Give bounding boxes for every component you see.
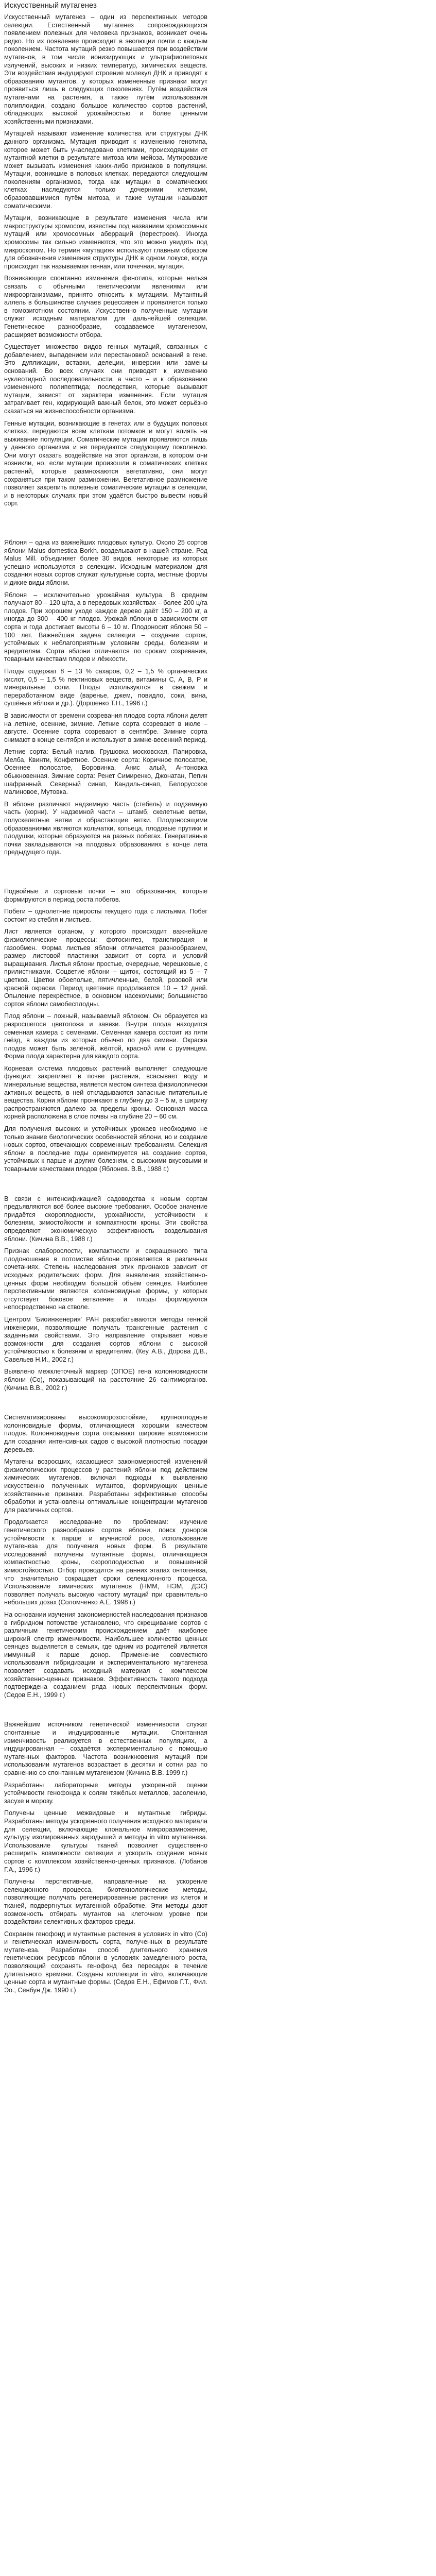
paragraph: В связи с интенсификацией садоводства к новым сортам предъявляются всё более высокие требования. Особое значение придаётся скороплодности, урожайности, устойчивости к болезням, зимостойкости и компактности кроны. Эти свойства определяют экономическую эффективность возделывания яблони. (Кичина В.В., 1988 г.) bbox=[4, 1195, 207, 1243]
paragraph: Сохранен генофонд и мутантные растения в условиях in vitro (Co) и генетическая изменчивость сорта, полученных в результате мутагенеза. Разработан способ длительного хранения генетических ресурсов яблони в условиях замедленного роста, позволяющий сохранять генофонд без пересадок в течение длительного времени. Созданы коллекции in vitro, включающие ценные сорта и мутантные формы. (Седов Е.Н., Ефимов Г.Т., Фил. Эо., Сенбун Дж. 1990 г.) bbox=[4, 1930, 207, 1994]
paragraph: Мутации, возникающие в результате изменения числа или макроструктуры хромосом, известны под названием хромосомных мутаций или хромосомных аберраций (перестроек). Иногда хромосомы так сильно изменяются, что это можно увидеть под микроскопом. Но термин «мутация» используют главным образом для обозначения изменения структуры ДНК в одном локусе, когда происходит так называемая генная, или точечная, мутация. bbox=[4, 214, 207, 270]
paragraph: Разработаны лабораторные методы ускоренной оценки устойчивости генофонда к солям тяжёлых металлов, засолению, засухе и морозу. bbox=[4, 1781, 207, 1805]
paragraph: Для получения высоких и устойчивых урожаев необходимо не только знание биологических особенностей яблони, но и создание новых сортов, отвечающих современным требованиям. Селекция яблони в последние годы ориентируется на создание сортов, устойчивых к парше и другим болезням, с высокими вкусовыми и товарными качествами плодов (Яблонев. В.В., 1988 г.) bbox=[4, 1125, 207, 1173]
paragraph: Плод яблони – ложный, называемый яблоком. Он образуется из разросшегося цветоложа и завязи. Внутри плода находится семенная камера с семенами. Семенная камера состоит из пяти гнёзд, в каждом из которых обычно по два семени. Окраска плодов может быть зелёной, жёлтой, красной или с румянцем. Форма плода характерна для каждого сорта. bbox=[4, 1012, 207, 1060]
paragraph: Важнейшим источником генетической изменчивости служат спонтанные и индуцированные мутации. Спонтанная изменчивость реализуется в естественных популяциях, а индуцированная – создаётся экспериментально с помощью мутагенных факторов. Частота возникновения мутаций при использовании мутагенов возрастает в десятки и сотни раз по сравнению со спонтанным мутагенезом (Кичина В.В. 1999 г.) bbox=[4, 1721, 207, 1776]
paragraph: Мутагены возросших, касающиеся закономерностей изменений физиологических процессов у растений яблони под действием химических мутагенов, включая подходы к выявлению искусственно полученных мутантов, формирующих ценные хозяйственные признаки. Разработаны эффективные способы обработки и установлены оптимальные концентрации мутагенов для различных сортов. bbox=[4, 1458, 207, 1514]
paragraph: Лист является органом, у которого происходит важнейшие физиологические процессы: фотосинтез, транспирация и газообмен. Форма листьев яблони отличается разнообразием, размер листовой пластинки зависит от сорта и условий выращивания. Листья яблони простые, очередные, черешковые, с прилистниками. Соцветие яблони – щиток, состоящий из 5 – 7 цветков. Цветки обоеполые, пятичленные, белой, розовой или красной окраски. Период цветения продолжается 10 – 12 дней. Опыление перекрёстное, в основном насекомыми; большинство сортов яблони самобесплодны. bbox=[4, 928, 207, 1008]
paragraph: Мутацией называют изменение количества или структуры ДНК данного организма. Мутация приводит к изменению генотипа, которое может быть унаследовано клетками, происходящими от мутантной клетки в результате митоза или мейоза. Мутирование может вызывать изменения каких-либо признаков в популяции. Мутации, возникшие в половых клетках, передаются следующим поколениям организмов, тогда как мутации в соматических клетках наследуются только дочерними клетками, образовавшимися путём митоза, и такие мутации называют соматическими. bbox=[4, 130, 207, 210]
paragraph: Яблоня – одна из важнейших плодовых культур. Около 25 сортов яблони Malus domestica Borkh. возделывают в нашей стране. Род Malus Mill. объединяет более 30 видов, некоторые из которых успешно используются в селекции. Исходным материалом для создания новых сортов служат культурные сорта, местные формы и дикие виды яблони. bbox=[4, 539, 207, 586]
text-section bbox=[4, 1414, 207, 1699]
paragraph: В яблоне различают надземную часть (стебель) и подземную часть (корни). У надземной части – штамб, скелетные ветви, полускелетные ветви и обрастающие ветки. Плодоносящими образованиями являются кольчатки, копьеца, плодовые прутики и плодушки, которые образуются на разных побегах. Генеративные почки закладываются на плодовых образованиях в конце лета предыдущего года. bbox=[4, 800, 207, 856]
section-spacer bbox=[4, 514, 432, 539]
section-spacer bbox=[4, 1180, 432, 1195]
text-section bbox=[4, 539, 207, 857]
paragraph: Плоды содержат 8 – 13 % сахаров, 0,2 – 1,5 % органических кислот, 0,5 – 1,5 % пектиновых веществ, витамины C, A, B, P и минеральные соли. Плоды используются в свежем и переработанном виде (варенье, джем, повидло, соки, вина, сушёные яблоки и др.). (Доршенко Т.Н., 1996 г.) bbox=[4, 667, 207, 707]
text-section bbox=[4, 1721, 207, 1994]
paragraph: Искусственный мутагенез – один из перспективных методов селекции. Естественный мутагенез сопровождающихся появлением полезных для человека признаков, возникает очень редко. Но их появление происходит в эволюции почти с каждым поколением. Частота мутаций резко повышается при воздействии мутагенов, в том числе ионизирующих и ультрафиолетовых излучений, высоких и низких температур, химических веществ. Эти воздействия индуцируют строение молекул ДНК и приводят к образованию мутантов, у которых измененные признаки могут проявиться лишь в следующих поколениях. Путём воздействия мутагенами на растения, а также путём использования полиплоидии, создано большое количество сортов растений, обладающих высокой урожайностью и более ценными хозяйственными признаками. bbox=[4, 13, 207, 125]
paragraph: Побеги – однолетние приросты текущего года с листьями. Побег состоит из стебля и листьев. bbox=[4, 908, 207, 923]
paragraph: В зависимости от времени созревания плодов сорта яблони делят на летние, осенние, зимние. Летние сорта созревают в июле – августе. Осенние сорта созревают в сентябре. Зимние сорта снимают в конце сентября и используют в зимне-весенний период. bbox=[4, 711, 207, 743]
paragraph: Яблоня – исключительно урожайная культура. В среднем получают 80 – 120 ц/га, а в передовых хозяйствах – более 200 ц/га плодов. При хорошем уходе каждое дерево даёт 150 – 200 кг, а иногда до 300 – 400 кг плодов. Урожай яблони в зависимости от сорта и года достигает высоты 6 – 10 м. Плодоносит яблоня 50 – 100 лет. Важнейшая задача селекции – создание сортов, устойчивых к неблагоприятным условиям среды, болезням и вредителям. Сорта яблони отличаются по срокам созревания, товарным качествам плодов и лёжкости. bbox=[4, 591, 207, 663]
paragraph: Возникающие спонтанно изменения фенотипа, которые нельзя связать с обычными генетическими явлениями или микроорганизмами, принято относить к мутациям. Мутантный аллель в большинстве случаев рецессивен и проявляется только в гомозиготном состоянии. Искусственно полученные мутации служат исходным материалом для дальнейшей селекции. Генетическое разнообразие, создаваемое мутагенезом, расширяет возможности отбора. bbox=[4, 275, 207, 338]
page-title: Искусственный мутагенез bbox=[4, 1, 97, 10]
section-spacer bbox=[4, 863, 432, 888]
text-section bbox=[4, 1195, 207, 1393]
paragraph: Существует множество видов генных мутаций, связанных с добавлением, выпадением или перестановкой оснований в гене. Это дупликации, вставки, делеции, инверсии или замены оснований. Во всех случаях они приводят к изменению нуклеотидной последовательности, а часто – и к образованию измененного полипептида; последствия, которые вызывают мутации, зависят от характера изменения. Если мутация затрагивает ген, кодирующий важный белок, это может серьёзно сказаться на жизнеспособности организма. bbox=[4, 343, 207, 415]
paragraph: Летние сорта: Белый налив, Грушовка московская, Папировка, Мелба, Квинти, Конфетное. Осенние сорта: Коричное полосатое, Осеннее полосатое, Боровинка, Анис алый, Антоновка обыкновенная. Зимние сорта: Ренет Симиренко, Джонатан, Пепин шафранный, Северный синап, Кандиль-синап, Белорусское малиновое, Мутовка. bbox=[4, 748, 207, 796]
paragraph: Признак слаборослости, компактности и сокращенного типа плодоношения в потомстве яблони проявляется в различных сочетаниях. Степень наследования этих признаков зависит от исходных родительских форм. Для выявления хозяйственно-ценных форм необходим большой объём сеянцев. Наиболее перспективными являются колонновидные формы, у которых отсутствует боковое ветвление и плоды формируются непосредственно на стволе. bbox=[4, 1247, 207, 1311]
paragraph: Продолжается исследование по проблемам: изучение генетического разнообразия сортов яблони, поиск доноров устойчивости к парше и мучнистой росе, использование мутагенеза для получения новых форм. В результате исследований получены мутантные формы, отличающиеся компактностью кроны, скороплодностью и повышенной зимостойкостью. Отбор проводится на ранних этапах онтогенеза, что значительно сокращает сроки селекционного процесса. Использование химических мутагенов (НММ, НЭМ, ДЭС) позволяет получать высокую частоту мутаций при сравнительно небольших дозах (Соломченко А.Е. 1998 г.) bbox=[4, 1518, 207, 1606]
text-section bbox=[4, 888, 207, 1174]
paragraph: Генные мутации, возникающие в генетах или в будущих половых клетках, передаются всем клеткам потомков и могут влиять на выживание популяции. Соматические мутации проявляются лишь у данного организма и не передаются следующему поколению. Они могут оказать воздействие на этот организм, в котором они возникли, но, если мутации произошли в соматических клетках растений, которые размножаются вегетативно, они могут сохраняться при таком размножении. Вегетативное размножение позволяет закрепить полезные соматические мутации в селекции, и в некоторых случаях при этом удаётся быстро вывести новый сорт. bbox=[4, 419, 207, 507]
paragraph: Центром 'Биоинженерия' РАН разрабатываются методы генной инженерии, позволяющие получать трансгенные растения с заданными свойствами. Это направление открывает новые возможности для создания сортов яблони с высокой устойчивостью к болезням и вредителям. (Кеу А.В., Дорова Д.В., Савельев Н.И., 2002 г.) bbox=[4, 1315, 207, 1363]
document-body bbox=[4, 13, 432, 1994]
section-spacer bbox=[4, 1705, 432, 1721]
paragraph: Получены перспективные, направленные на ускорение селекционного процесса, биотехнологические методы, позволяющие получать регенерированные растения из клеток и тканей, подвергнутых мутагенной обработке. Эти методы дают возможность отбирать мутантов на клеточном уровне при воздействии селективных факторов среды. bbox=[4, 1878, 207, 1926]
text-section bbox=[4, 13, 207, 508]
section-spacer bbox=[4, 1398, 432, 1414]
paragraph: Подвойные и сортовые почки – это образования, которые формируются в период роста побегов. bbox=[4, 888, 207, 903]
document-page bbox=[0, 1, 436, 2005]
paragraph: Систематизированы высокоморозостойкие, крупноплодные колонновидные формы, отличающиеся хорошим качеством плодов. Колонновидные сорта открывают широкие возможности для создания интенсивных садов с высокой плотностью посадки деревьев. bbox=[4, 1414, 207, 1453]
paragraph: Выявлено межклеточный маркер (ОПОЕ) гена колонновидности яблони (Co), показывающий на расстояние 26 сантиморганов. (Кичина В.В., 2002 г.) bbox=[4, 1368, 207, 1392]
paragraph: На основании изучения закономерностей наследования признаков в гибридном потомстве установлено, что скрещивание сортов с различным генетическим происхождением даёт наиболее широкий спектр изменчивости. Наибольшее количество ценных сеянцев выделяется в семьях, где одним из родителей является иммунный к парше донор. Применение совместного использования гибридизации и экспериментального мутагенеза позволяет создавать исходный материал с комплексом хозяйственно-ценных признаков. Эффективность такого подхода подтверждена созданием ряда новых перспективных форм. (Седов Е.Н., 1999 г.) bbox=[4, 1611, 207, 1699]
paragraph: Корневая система плодовых растений выполняет следующие функции: закрепляет в почве растения, всасывает воду и минеральные вещества, является местом синтеза физиологически активных веществ, в ней откладываются запасные питательные вещества. Корни яблони проникают в глубину до 3 – 5 м, в ширину распространяются далеко за пределы кроны. Основная масса корней расположена в слое почвы на глубине 20 – 60 см. bbox=[4, 1064, 207, 1121]
paragraph: Получены ценные межвидовые и мутантные гибриды. Разработаны методы ускоренного получения исходного материала для селекции, включающие клональное микроразмножение, культуру изолированных зародышей и методы in vitro мутагенеза. Использование культуры тканей позволяет существенно расширить возможности селекции и ускорить создание новых сортов с комплексом хозяйственно-ценных признаков. (Лобанов Г.А., 1996 г.) bbox=[4, 1809, 207, 1873]
